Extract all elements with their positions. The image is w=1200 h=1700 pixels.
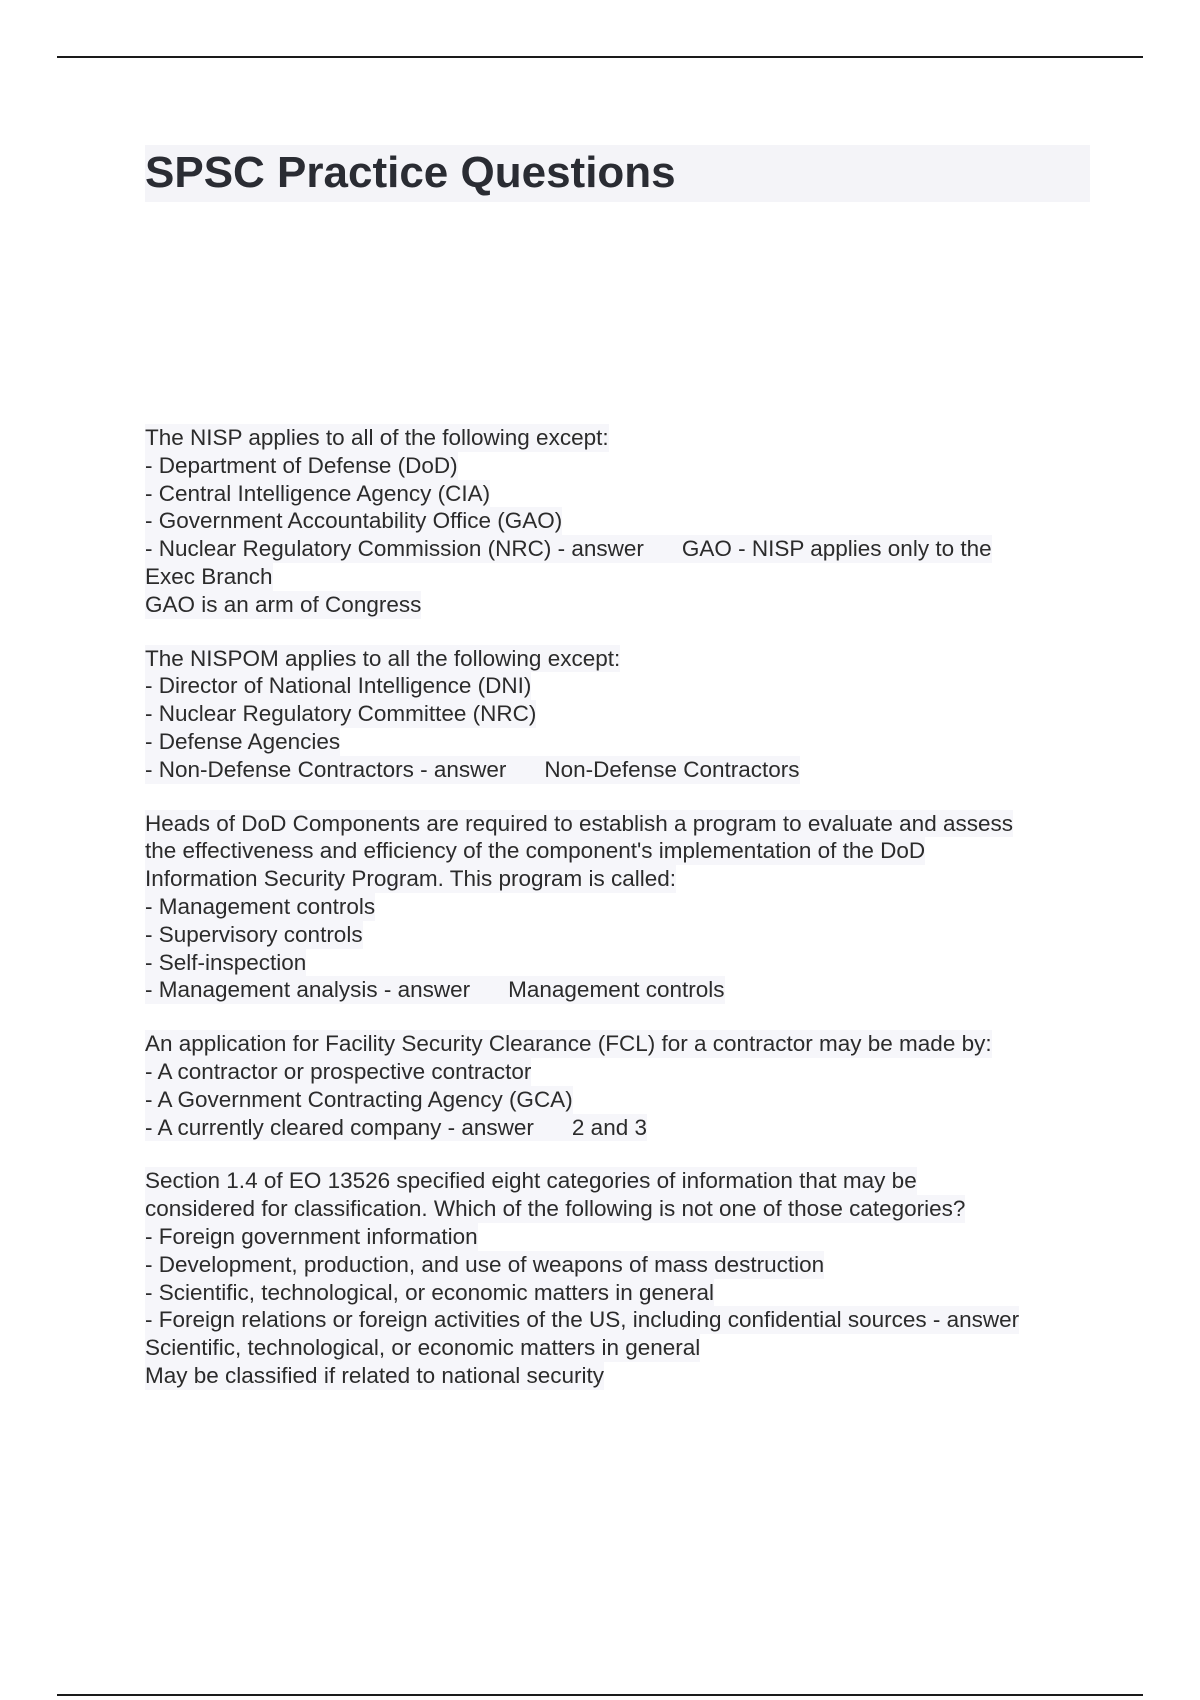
question-text: Information Security Program. This program is called: — [145, 866, 677, 892]
option-line: - Foreign government information — [145, 1223, 478, 1249]
option-line: - Supervisory controls — [145, 921, 363, 947]
question-text: considered for classification. Which of the following is not one of those categories? — [145, 1196, 966, 1222]
option-line: - A Government Contracting Agency (GCA) — [145, 1086, 573, 1112]
option-line: - Management controls — [145, 893, 376, 919]
option-line: - Government Accountability Office (GAO) — [145, 508, 563, 534]
option-line: - Director of National Intelligence (DNI) — [145, 673, 532, 699]
answer-text: GAO - NISP applies only to the — [681, 536, 992, 562]
question-block — [145, 1030, 1095, 1141]
answer-line — [145, 535, 992, 563]
answer-line — [145, 976, 725, 1004]
question-block — [145, 1167, 1095, 1389]
answer-line: - Foreign relations or foreign activities of the US, including confidential sources - answer — [145, 1307, 1020, 1333]
answer-line — [145, 1114, 647, 1142]
answer-prefix: - A currently cleared company - answer — [145, 1114, 534, 1140]
option-line: - Scientific, technological, or economic matters in general — [145, 1279, 715, 1305]
option-line: - A contractor or prospective contractor — [145, 1058, 532, 1084]
question-block — [145, 424, 1095, 619]
document-title: SPSC Practice Questions — [145, 148, 676, 197]
question-block — [145, 645, 1095, 784]
option-line: - Self-inspection — [145, 949, 307, 975]
question-list — [145, 424, 1095, 1416]
question-text: Section 1.4 of EO 13526 specified eight categories of information that may be — [145, 1168, 917, 1194]
answer-explanation: May be classified if related to national security — [145, 1362, 604, 1388]
answer-text: 2 and 3 — [571, 1114, 647, 1140]
page-top-rule — [57, 56, 1143, 58]
question-text: The NISPOM applies to all the following except: — [145, 645, 621, 671]
question-text: The NISP applies to all of the following except: — [145, 425, 609, 450]
option-line: - Central Intelligence Agency (CIA) — [145, 480, 491, 506]
answer-prefix: - Non-Defense Contractors - answer — [145, 756, 507, 782]
question-block — [145, 810, 1095, 1005]
page-bottom-rule — [57, 1694, 1143, 1696]
option-line: - Development, production, and use of weapons of mass destruction — [145, 1251, 825, 1277]
answer-text: Management controls — [508, 977, 725, 1003]
answer-text: Non-Defense Contractors — [544, 756, 800, 782]
option-line: - Department of Defense (DoD) — [145, 452, 458, 478]
question-text: the effectiveness and efficiency of the component's implementation of the DoD — [145, 838, 926, 864]
question-text: Heads of DoD Components are required to establish a program to evaluate and assess — [145, 810, 1013, 836]
question-text: An application for Facility Security Clearance (FCL) for a contractor may be made by: — [145, 1031, 992, 1057]
option-line: - Nuclear Regulatory Committee (NRC) — [145, 701, 537, 727]
answer-prefix: - Nuclear Regulatory Commission (NRC) - answer — [145, 536, 644, 562]
answer-text: Scientific, technological, or economic matters in general — [145, 1335, 701, 1361]
option-line: - Defense Agencies — [145, 728, 341, 754]
answer-continuation: Exec Branch — [145, 563, 273, 589]
answer-explanation: GAO is an arm of Congress — [145, 591, 422, 617]
answer-prefix: - Management analysis - answer — [145, 977, 471, 1003]
answer-line — [145, 756, 800, 784]
